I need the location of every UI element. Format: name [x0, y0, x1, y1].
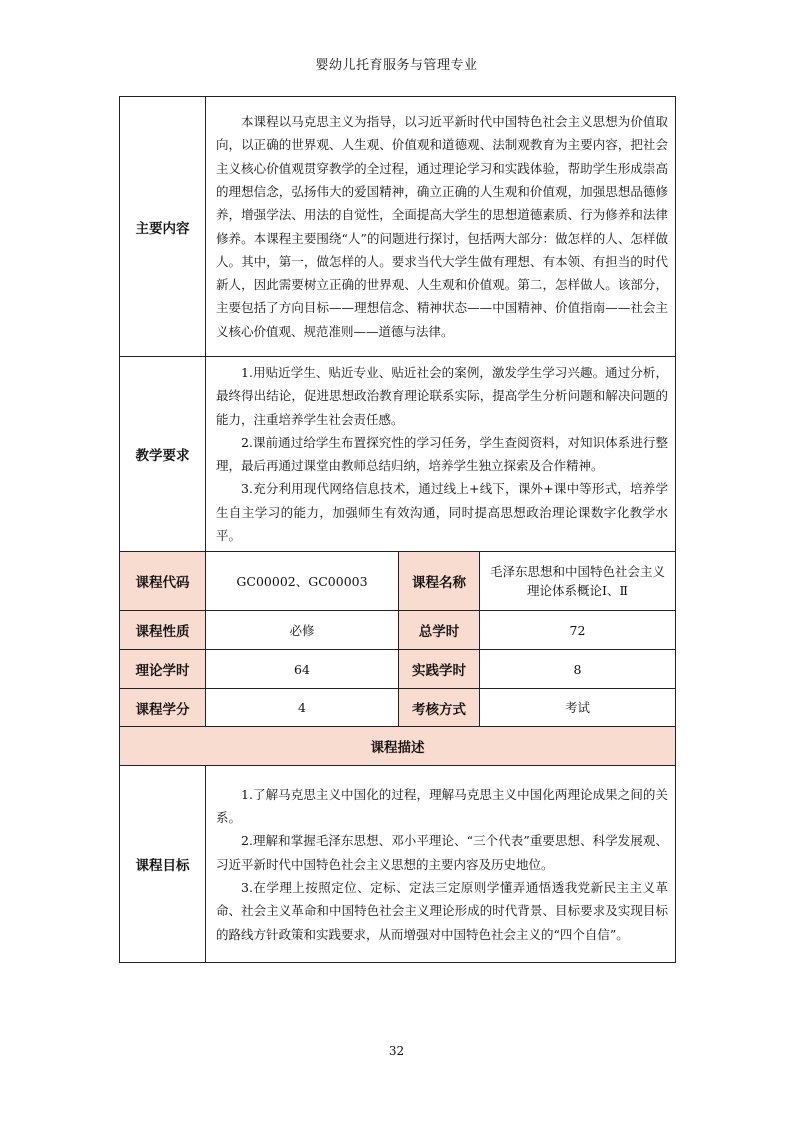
course-code-value: GC00002、GC00003 — [206, 552, 399, 611]
course-objectives-row — [120, 766, 676, 963]
course-name-label: 课程名称 — [399, 552, 480, 611]
objective-item: 2.理解和掌握毛泽东思想、邓小平理论、“三个代表”重要思想、科学发展观、习近平新时代中国特色社会主义思想的主要内容及历史地位。 — [216, 833, 668, 872]
theory-hours-value: 64 — [206, 650, 399, 689]
theory-hours-label: 理论学时 — [120, 650, 206, 689]
main-content-text — [206, 97, 676, 357]
course-objectives-text — [206, 766, 676, 963]
assessment-value: 考试 — [480, 689, 676, 727]
page-header: 婴幼儿托育服务与管理专业 — [315, 58, 478, 73]
course-description-header: 课程描述 — [120, 727, 676, 766]
requirement-item: 3.充分利用现代网络信息技术，通过线上+线下，课外+课中等形式，培养学生自主学习的能力，加强师生有效沟通，同时提高思想政治理论课数字化教学水平。 — [216, 481, 668, 544]
requirement-item: 2.课前通过给学生布置探究性的学习任务，学生查阅资料，对知识体系进行整理，最后再通过课堂由教师总结归纳，培养学生独立探索及合作精神。 — [216, 434, 668, 474]
hours-row — [120, 650, 676, 689]
credits-row — [120, 689, 676, 727]
practice-hours-value: 8 — [480, 650, 676, 689]
main-content-row — [120, 97, 676, 357]
course-code-label: 课程代码 — [120, 552, 206, 611]
course-objectives-label: 课程目标 — [120, 766, 206, 963]
credits-value: 4 — [206, 689, 399, 727]
teaching-requirements-text — [206, 357, 676, 552]
teaching-requirements-row — [120, 357, 676, 552]
requirement-item: 1.用贴近学生、贴近专业、贴近社会的案例，激发学生学习兴趣。通过分析，最终得出结论，促进思想政治教育理论联系实际，提高学生分析问题和解决问题的能力，注重培养学生社会责任感。 — [216, 365, 668, 427]
assessment-label: 考核方式 — [399, 689, 480, 727]
objective-item: 3.在学理上按照定位、定标、定法三定原则学懂弄通悟透我党新民主主义革命、社会主义革命和中国特色社会主义理论形成的时代背景、目标要求及实现目标的路线方针政策和实践要求，从而增强对中国特色社会主义的“四个自信”。 — [216, 880, 668, 942]
course-nature-label: 课程性质 — [120, 611, 206, 650]
practice-hours-label: 实践学时 — [399, 650, 480, 689]
course-nature-value: 必修 — [206, 611, 399, 650]
page-number: 32 — [388, 1044, 405, 1058]
course-description-row — [120, 727, 676, 766]
objective-item: 1.了解马克思主义中国化的过程，理解马克思主义中国化两理论成果之间的关系。 — [216, 786, 668, 826]
course-code-row — [120, 552, 676, 611]
course-nature-row — [120, 611, 676, 650]
teaching-requirements-label: 教学要求 — [120, 357, 206, 552]
main-content-paragraph: 本课程以马克思主义为指导，以习近平新时代中国特色社会主义思想为价值取向，以正确的世界观、人生观、价值观和道德观、法制观教育为主要内容，把社会主义核心价值观贯穿教学的全过程，通过理论学习和实践体验，帮助学生形成崇高的理想信念，弘扬伟大的爱国精神，确立正确的人生观和价值观，加强思想品德修养，增强学法、用法的自觉性，全面提高大学生的思想道德素质、行为修养和法律修养。本课程主要围绕“人”的问题进行探讨，包括两大部分：做怎样的人、怎样做人。其中，第一，做怎样的人。要求当代大学生做有理想、有本领、有担当的时代新人，因此需要树立正确的世界观、人生观和价值观。第二，怎样做人。该部分，主要包括了方向目标——理想信念、精神状态——中国精神、价值指南——社会主义核心价值观、规范准则——道德与法律。 — [216, 114, 668, 339]
total-hours-value: 72 — [480, 611, 676, 650]
credits-label: 课程学分 — [120, 689, 206, 727]
course-table — [119, 96, 676, 963]
course-name-value: 毛泽东思想和中国特色社会主义理论体系概论Ⅰ、Ⅱ — [480, 552, 676, 611]
main-content-label: 主要内容 — [120, 97, 206, 357]
total-hours-label: 总学时 — [399, 611, 480, 650]
